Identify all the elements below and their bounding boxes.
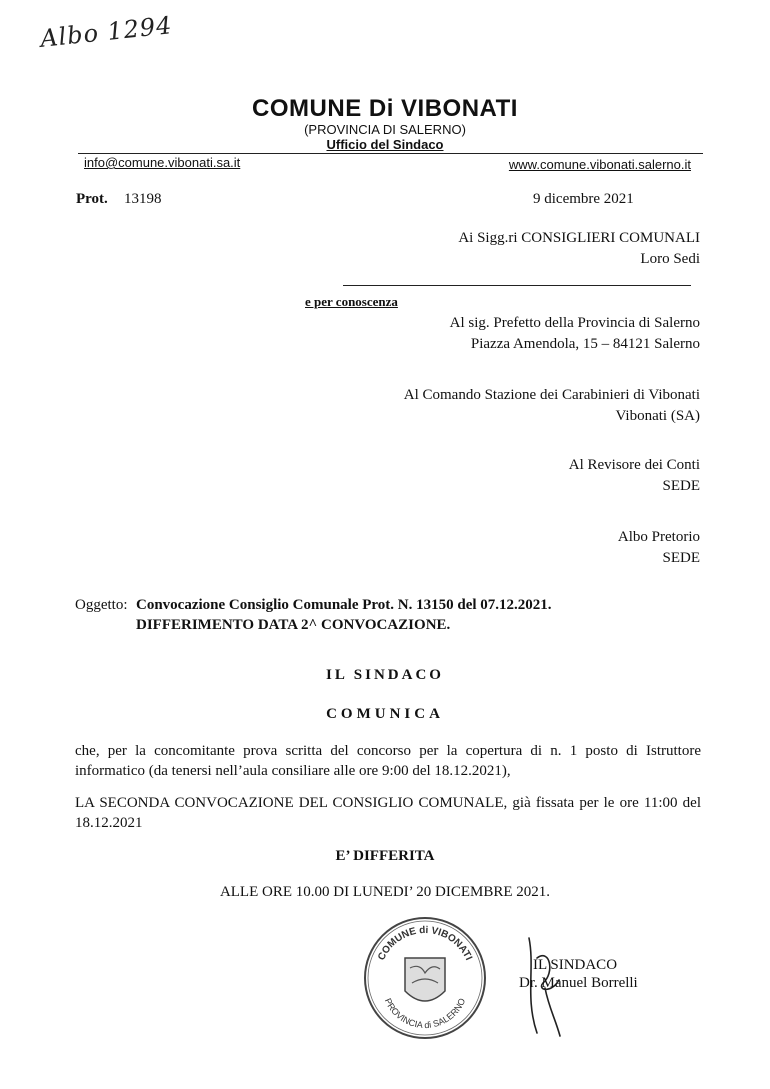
- body-title: IL SINDACO: [326, 667, 444, 683]
- recipient-primary: [458, 228, 700, 270]
- recipient-prefetto: [450, 313, 700, 355]
- new-date-statement: ALLE ORE 10.00 DI LUNEDI’ 20 DICEMBRE 2021.: [219, 884, 551, 900]
- handwritten-note: Albo 1294: [38, 11, 174, 53]
- recipient-line: Albo Pretorio: [617, 529, 700, 545]
- email-link[interactable]: info@comune.vibonati.sa.it: [84, 155, 241, 170]
- recipient-line: SEDE: [662, 478, 700, 494]
- website-link[interactable]: www.comune.vibonati.salerno.it: [508, 157, 691, 172]
- body-paragraph-2: LA SECONDA CONVOCAZIONE DEL CONSIGLIO COMUNALE, già fissata per le ore 11:00 del 18.12.2021: [75, 795, 701, 831]
- subject-line-1: Convocazione Consiglio Comunale Prot. N. 13150 del 07.12.2021.: [136, 597, 552, 613]
- recipient-divider: [343, 285, 691, 286]
- recipient-line: SEDE: [662, 550, 700, 566]
- org-office: Ufficio del Sindaco: [326, 137, 444, 152]
- recipient-line: Vibonati (SA): [615, 408, 700, 424]
- recipient-carabinieri: [404, 385, 700, 427]
- recipient-line: Piazza Amendola, 15 – 84121 Salerno: [470, 336, 700, 352]
- recipient-line: Ai Sigg.ri CONSIGLIERI COMUNALI: [458, 230, 700, 246]
- header-divider: [78, 153, 703, 154]
- signature-name: Dr. Manuel Borrelli: [519, 975, 638, 991]
- subject-label: Oggetto:: [75, 597, 128, 613]
- org-name: COMUNE Di VIBONATI: [252, 95, 518, 122]
- signature-title: IL SINDACO: [533, 957, 618, 973]
- seal-text-top: COMUNE di VIBONATI: [376, 924, 474, 963]
- org-province: (PROVINCIA DI SALERNO): [304, 122, 466, 137]
- prot-number: 13198: [124, 191, 162, 207]
- svg-text:COMUNE di VIBONATI: [376, 925, 474, 962]
- document-date: 9 dicembre 2021: [533, 191, 634, 207]
- differita-statement: E’ DIFFERITA: [335, 848, 435, 864]
- recipient-albo: [618, 527, 700, 569]
- recipient-line: Al Comando Stazione dei Carabinieri di Vibonati: [403, 387, 700, 403]
- body-verb: COMUNICA: [326, 706, 444, 722]
- prot-label: Prot.: [76, 191, 108, 207]
- seal-text-bottom: PROVINCIA di SALERNO: [382, 996, 468, 1031]
- body-paragraph-1: che, per la concomitante prova scritta del concorso per la copertura di n. 1 posto di Istruttore informatico (da tenersi nell’aula consiliare alle ore 9:00 del 18.12.2021),: [75, 743, 701, 779]
- municipal-seal-stamp: [360, 913, 490, 1043]
- recipient-line: Al sig. Prefetto della Provincia di Salerno: [449, 315, 700, 331]
- subject-line-2: DIFFERIMENTO DATA 2^ CONVOCAZIONE.: [136, 617, 451, 633]
- recipient-line: Al Revisore dei Conti: [568, 457, 700, 473]
- recipient-revisore: [569, 455, 700, 497]
- cc-label: e per conoscenza: [305, 294, 398, 309]
- recipient-line: Loro Sedi: [640, 251, 700, 267]
